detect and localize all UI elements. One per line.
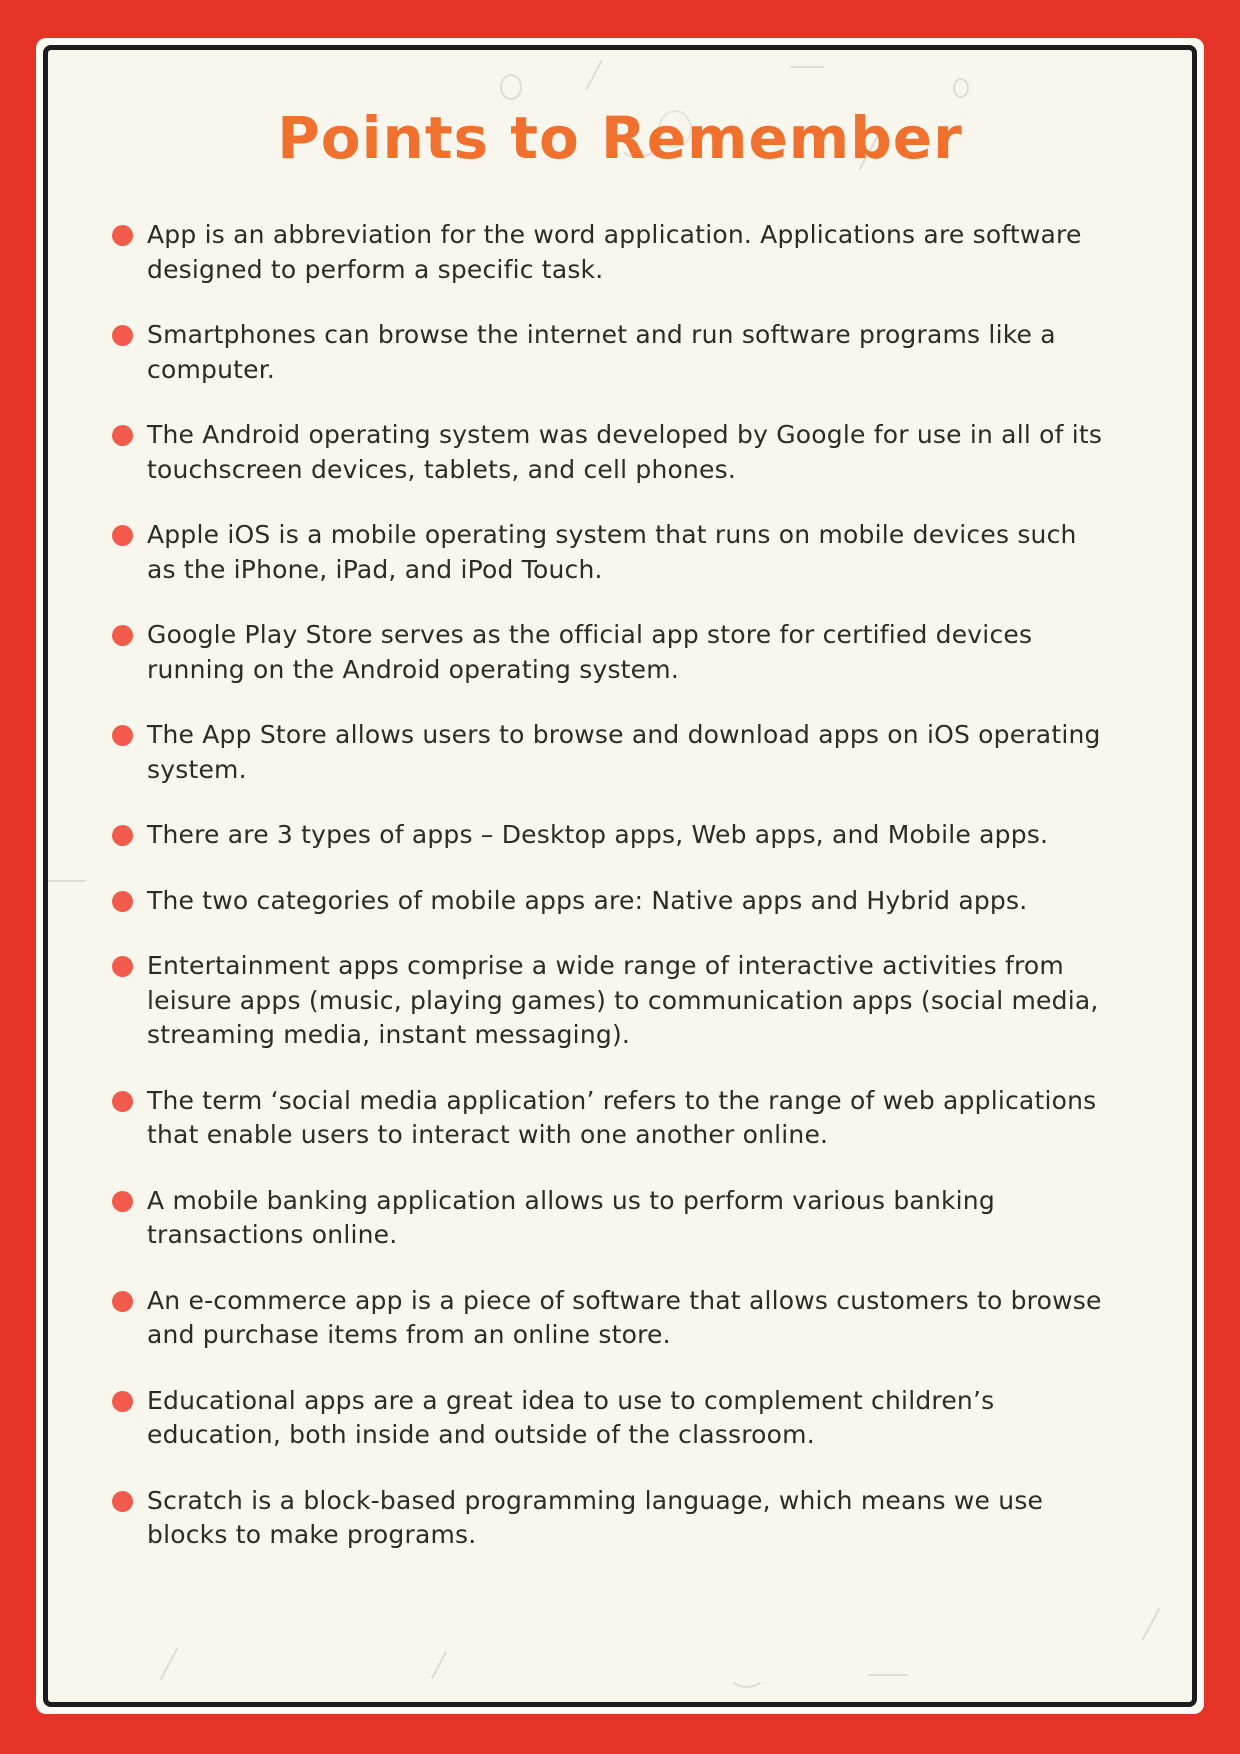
point-text: Smartphones can browse the internet and run software programs like a computer. — [147, 320, 1056, 384]
point-text: App is an abbreviation for the word application. Applications are software designed to perform a specific task. — [147, 220, 1082, 284]
page-title: Points to Remember — [277, 104, 963, 172]
bullet-icon — [112, 725, 133, 746]
bullet-icon — [112, 1491, 133, 1512]
bullet-icon — [112, 1091, 133, 1112]
bullet-icon — [112, 625, 133, 646]
list-item — [112, 318, 1108, 387]
point-text: Educational apps are a great idea to use to complement children’s education, both inside and outside of the classroom. — [147, 1385, 995, 1449]
doodle-slash-icon — [585, 60, 603, 91]
points-list — [104, 218, 1136, 1553]
point-text: Entertainment apps comprise a wide range of interactive activities from leisure apps (music, playing games) to communication apps (social media, streaming media, instant messaging). — [147, 951, 1099, 1049]
bullet-icon — [112, 425, 133, 446]
doodle-line-icon — [43, 880, 86, 882]
bullet-icon — [112, 325, 133, 346]
bullet-icon — [112, 225, 133, 246]
doodle-line-icon — [790, 66, 824, 68]
paper-gap — [36, 38, 1204, 1714]
list-item — [112, 1284, 1108, 1353]
doodle-arc-icon — [43, 690, 68, 742]
bullet-icon — [112, 891, 133, 912]
list-item — [112, 618, 1108, 687]
list-item — [112, 1184, 1108, 1253]
point-text: The Android operating system was developed by Google for use in all of its touchscreen devices, tablets, and cell phones. — [147, 420, 1103, 484]
bullet-icon — [112, 956, 133, 977]
list-item — [112, 1084, 1108, 1153]
list-item — [112, 818, 1108, 853]
list-item — [112, 218, 1108, 287]
doodle-circle-icon — [953, 78, 969, 98]
point-text: An e-commerce app is a piece of software that allows customers to browse and purchase items from an online store. — [147, 1285, 1102, 1349]
bullet-icon — [112, 525, 133, 546]
list-item — [112, 1484, 1108, 1553]
list-item — [112, 518, 1108, 587]
point-text: Google Play Store serves as the official app store for certified devices running on the Android operating system. — [147, 620, 1033, 684]
notes-page — [43, 45, 1197, 1707]
list-item — [112, 884, 1108, 919]
list-item — [112, 1384, 1108, 1453]
doodle-slash-icon — [431, 1651, 447, 1678]
bullet-icon — [112, 1291, 133, 1312]
point-text: The App Store allows users to browse and download apps on iOS operating system. — [147, 720, 1101, 784]
doodle-arc-icon — [728, 1658, 766, 1688]
list-item — [112, 418, 1108, 487]
bullet-icon — [112, 1191, 133, 1212]
list-item — [112, 949, 1108, 1053]
doodle-arc-icon — [1184, 450, 1197, 504]
point-text: The two categories of mobile apps are: Native apps and Hybrid apps. — [147, 885, 1028, 915]
point-text: Scratch is a block-based programming language, which means we use blocks to make programs. — [147, 1485, 1044, 1549]
doodle-arc-icon — [43, 1000, 66, 1050]
point-text: A mobile banking application allows us to perform various banking transactions online. — [147, 1185, 995, 1249]
bullet-icon — [112, 825, 133, 846]
doodle-arc-icon — [43, 340, 66, 386]
doodle-slash-icon — [1142, 1608, 1161, 1641]
doodle-circle-icon — [500, 74, 522, 100]
point-text: There are 3 types of apps – Desktop apps, Web apps, and Mobile apps. — [147, 820, 1049, 849]
bullet-icon — [112, 1391, 133, 1412]
point-text: The term ‘social media application’ refers to the range of web applications that enable users to interact with one another online. — [147, 1085, 1097, 1149]
point-text: Apple iOS is a mobile operating system that runs on mobile devices such as the iPhone, iPad, and iPod Touch. — [147, 520, 1077, 584]
doodle-slash-icon — [160, 1648, 179, 1681]
list-item — [112, 718, 1108, 787]
doodle-line-icon — [868, 1674, 908, 1676]
doodle-arc-icon — [1188, 980, 1197, 1030]
